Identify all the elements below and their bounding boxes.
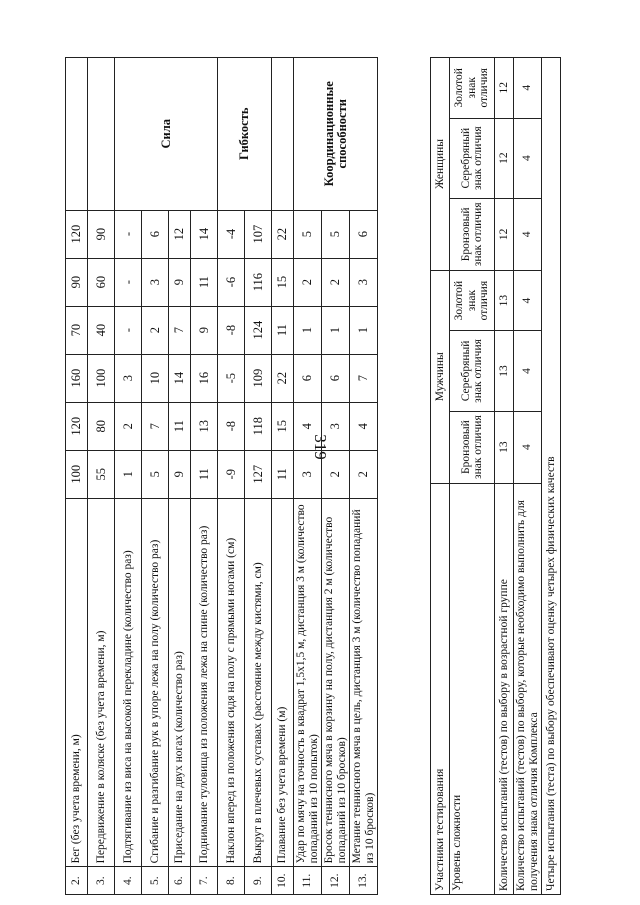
column-header: 100 bbox=[66, 450, 88, 498]
test-name: Приседание на двух ногах (количество раз) bbox=[169, 498, 191, 867]
value-cell: 1 bbox=[294, 306, 322, 354]
test-name: Бросок теннисного мяча в корзину на полу, дистанция 2 м (количество попаданий из 10 бросков) bbox=[322, 498, 350, 867]
value-cell: 80 bbox=[88, 402, 115, 450]
value-cell: 14 bbox=[169, 354, 191, 402]
table-row bbox=[542, 58, 561, 895]
value-cell: 2 bbox=[115, 402, 142, 450]
footnote: Четыре испытания (теста) по выбору обеспечивают оценку четырех физических качеств bbox=[542, 58, 561, 895]
level-label: Уровень сложности bbox=[450, 483, 495, 894]
test-name: Наклон вперед из положения сидя на полу с прямыми ногами (см) bbox=[218, 498, 245, 867]
value-cell: 12 bbox=[169, 210, 191, 258]
value-cell: -8 bbox=[218, 306, 245, 354]
rotated-page-content bbox=[65, 57, 575, 895]
value-cell: 4 bbox=[514, 118, 542, 198]
value-cell: 6 bbox=[142, 210, 169, 258]
value-cell: 15 bbox=[272, 402, 294, 450]
value-cell: 2 bbox=[142, 306, 169, 354]
value-cell: - bbox=[115, 210, 142, 258]
test-name: Сгибание и разгибание рук в упоре лежа на полу (количество раз) bbox=[142, 498, 169, 867]
value-cell: -8 bbox=[218, 402, 245, 450]
row-number: 11. bbox=[294, 867, 322, 895]
value-cell: 11 bbox=[191, 450, 218, 498]
test-name: Выкрут в плечевых суставах (расстояние между кистями, см) bbox=[245, 498, 272, 867]
value-cell: 124 bbox=[245, 306, 272, 354]
row-label: Количество испытаний (тестов) по выбору в возрастной группе bbox=[495, 483, 514, 894]
test-name: Удар по мячу на точность в квадрат 1,5x1,5 м, дистанция 3 м (количество попаданий из 10 попыток) bbox=[294, 498, 322, 867]
test-name: Бег (без учета времени, м) bbox=[66, 498, 88, 867]
value-cell: 4 bbox=[514, 411, 542, 483]
value-cell: 127 bbox=[245, 450, 272, 498]
value-cell: 9 bbox=[169, 258, 191, 306]
table-row bbox=[218, 58, 245, 895]
value-cell: 6 bbox=[350, 210, 378, 258]
value-cell: 13 bbox=[495, 270, 514, 330]
value-cell: 100 bbox=[88, 354, 115, 402]
value-cell: 12 bbox=[495, 118, 514, 198]
row-number: 4. bbox=[115, 867, 142, 895]
value-cell: 12 bbox=[495, 198, 514, 270]
value-cell: 4 bbox=[514, 58, 542, 119]
test-name: Метание теннисного мяча в цель, дистанция 3 м (количество попаданий из 10 бросков) bbox=[350, 498, 378, 867]
value-cell: 13 bbox=[495, 331, 514, 411]
value-cell: -9 bbox=[218, 450, 245, 498]
group-coordination: Координационные способности bbox=[294, 58, 378, 211]
value-cell: 9 bbox=[169, 450, 191, 498]
women-header: Женщины bbox=[431, 58, 450, 271]
test-name: Подтягивание из виса на высокой перекладине (количество раз) bbox=[115, 498, 142, 867]
participants-label: Участники тестирования bbox=[431, 483, 450, 894]
table-row bbox=[514, 58, 542, 895]
value-cell: 40 bbox=[88, 306, 115, 354]
column-header: 70 bbox=[66, 306, 88, 354]
value-cell: 109 bbox=[245, 354, 272, 402]
column-header: 90 bbox=[66, 258, 88, 306]
row-number: 9. bbox=[245, 867, 272, 895]
table-row bbox=[66, 58, 88, 895]
group-flexibility: Гибкость bbox=[218, 58, 272, 211]
value-cell: 1 bbox=[350, 306, 378, 354]
value-cell: 118 bbox=[245, 402, 272, 450]
row-number: 3. bbox=[88, 867, 115, 895]
value-cell: 12 bbox=[495, 58, 514, 119]
group-cell bbox=[88, 58, 115, 211]
badge-header: Серебряный знак отличия bbox=[450, 331, 495, 411]
value-cell: - bbox=[115, 258, 142, 306]
column-header: 120 bbox=[66, 402, 88, 450]
value-cell: -4 bbox=[218, 210, 245, 258]
value-cell: - bbox=[115, 306, 142, 354]
test-name: Поднимание туловища из положения лежа на спине (количество раз) bbox=[191, 498, 218, 867]
value-cell: 4 bbox=[350, 402, 378, 450]
value-cell: 13 bbox=[191, 402, 218, 450]
value-cell: 5 bbox=[142, 450, 169, 498]
value-cell: 1 bbox=[115, 450, 142, 498]
value-cell: 3 bbox=[322, 402, 350, 450]
value-cell: 116 bbox=[245, 258, 272, 306]
badge-header: Золотой знак отличия bbox=[450, 270, 495, 330]
row-label: Количество испытаний (тестов) по выбору, которые необходимо выполнить для получения знака отличия Комплекса bbox=[514, 483, 542, 894]
value-cell: 13 bbox=[495, 411, 514, 483]
value-cell: 7 bbox=[169, 306, 191, 354]
value-cell: 16 bbox=[191, 354, 218, 402]
value-cell: 7 bbox=[142, 402, 169, 450]
value-cell: 4 bbox=[514, 270, 542, 330]
value-cell: 107 bbox=[245, 210, 272, 258]
value-cell: 11 bbox=[272, 306, 294, 354]
value-cell: 15 bbox=[272, 258, 294, 306]
badge-header: Бронзовый знак отличия bbox=[450, 198, 495, 270]
row-number: 5. bbox=[142, 867, 169, 895]
badge-header: Бронзовый знак отличия bbox=[450, 411, 495, 483]
value-cell: 2 bbox=[322, 258, 350, 306]
table-row bbox=[431, 58, 450, 895]
value-cell: 11 bbox=[191, 258, 218, 306]
value-cell: 4 bbox=[294, 402, 322, 450]
table-row bbox=[115, 58, 142, 895]
men-header: Мужчины bbox=[431, 270, 450, 483]
value-cell: 9 bbox=[191, 306, 218, 354]
value-cell: 14 bbox=[191, 210, 218, 258]
value-cell: 5 bbox=[294, 210, 322, 258]
value-cell: 3 bbox=[350, 258, 378, 306]
group-cell bbox=[66, 58, 88, 211]
value-cell: 5 bbox=[322, 210, 350, 258]
value-cell: 6 bbox=[322, 354, 350, 402]
standards-table bbox=[65, 57, 378, 895]
row-number: 6. bbox=[169, 867, 191, 895]
value-cell: 55 bbox=[88, 450, 115, 498]
value-cell: 22 bbox=[272, 354, 294, 402]
table-row bbox=[495, 58, 514, 895]
row-number: 8. bbox=[218, 867, 245, 895]
badge-header: Серебряный знак отличия bbox=[450, 118, 495, 198]
value-cell: 90 bbox=[88, 210, 115, 258]
row-number: 7. bbox=[191, 867, 218, 895]
column-header: 160 bbox=[66, 354, 88, 402]
value-cell: 3 bbox=[142, 258, 169, 306]
summary-table bbox=[430, 57, 561, 895]
page-number: 319 bbox=[311, 434, 330, 460]
test-name: Передвижение в коляске (без учета времени, м) bbox=[88, 498, 115, 867]
value-cell: 1 bbox=[322, 306, 350, 354]
value-cell: 11 bbox=[272, 450, 294, 498]
group-strength: Сила bbox=[115, 58, 218, 211]
value-cell: 4 bbox=[514, 198, 542, 270]
value-cell: -6 bbox=[218, 258, 245, 306]
row-number: 13. bbox=[350, 867, 378, 895]
table-row bbox=[272, 58, 294, 895]
row-number: 10. bbox=[272, 867, 294, 895]
value-cell: 11 bbox=[169, 402, 191, 450]
value-cell: 60 bbox=[88, 258, 115, 306]
value-cell: 3 bbox=[294, 450, 322, 498]
table-row bbox=[88, 58, 115, 895]
value-cell: 7 bbox=[350, 354, 378, 402]
badge-header: Золотой знак отличия bbox=[450, 58, 495, 119]
table-row bbox=[450, 58, 495, 895]
value-cell: -5 bbox=[218, 354, 245, 402]
value-cell: 3 bbox=[115, 354, 142, 402]
row-number: 12. bbox=[322, 867, 350, 895]
test-name: Плавание без учета времени (м) bbox=[272, 498, 294, 867]
value-cell: 22 bbox=[272, 210, 294, 258]
value-cell: 10 bbox=[142, 354, 169, 402]
value-cell: 2 bbox=[322, 450, 350, 498]
column-header: 120 bbox=[66, 210, 88, 258]
value-cell: 4 bbox=[514, 331, 542, 411]
value-cell: 2 bbox=[350, 450, 378, 498]
table-row bbox=[294, 58, 322, 895]
group-cell bbox=[272, 58, 294, 211]
value-cell: 6 bbox=[294, 354, 322, 402]
value-cell: 2 bbox=[294, 258, 322, 306]
row-number: 2. bbox=[66, 867, 88, 895]
